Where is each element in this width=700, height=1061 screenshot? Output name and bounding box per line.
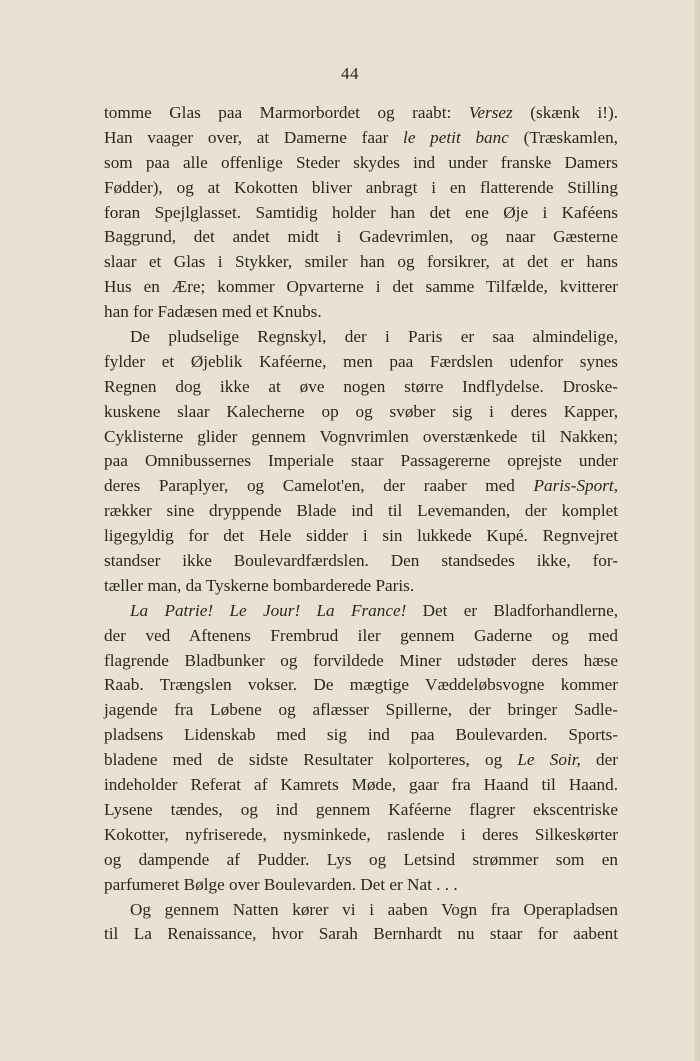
- text-line: han for Fadæsen med et Knubs.: [104, 302, 322, 322]
- text-line: jagende fra Løbene og aflæsser Spillerne, der bringer Sadle-: [104, 700, 618, 720]
- text-line: La Patrie! Le Jour! La France! Det er Bladforhandlerne,: [130, 600, 618, 620]
- text-line: rækker sine dryppende Blade ind til Levemanden, der komplet: [104, 501, 618, 521]
- text-line: foran Spejlglasset. Samtidig holder han det ene Øje i Kaféens: [104, 202, 618, 222]
- text-line: Og gennem Natten kører vi i aaben Vogn fra Operapladsen: [130, 899, 618, 919]
- page-number: 44: [341, 64, 359, 83]
- text-line: Regnen dog ikke at øve nogen større Indflydelse. Droske-: [104, 376, 618, 396]
- text-line: der ved Aftenens Frembrud iler gennem Gaderne og med: [104, 625, 618, 645]
- text-line: Baggrund, det andet midt i Gadevrimlen, og naar Gæsterne: [104, 227, 618, 247]
- text-line: Fødder), og at Kokotten bliver anbragt i en flatterende Stilling: [104, 177, 618, 197]
- text-line: tomme Glas paa Marmorbordet og raabt: Versez (skænk i!).: [104, 103, 618, 122]
- text-line: Hus en Ære; kommer Opvarterne i det samme Tilfælde, kvitterer: [104, 277, 618, 297]
- text-line: fylder et Øjeblik Kaféerne, men paa Færdslen udenfor synes: [104, 351, 618, 371]
- text-line: Han vaager over, at Damerne faar le petit banc (Træskamlen,: [104, 127, 618, 147]
- text-line: Cyklisterne glider gennem Vognvrimlen overstænkede til Nakken;: [104, 426, 618, 446]
- text-line: tæller man, da Tyskerne bombarderede Paris.: [104, 575, 415, 595]
- text-line: slaar et Glas i Stykker, smiler han og forsikrer, at det er hans: [104, 252, 618, 272]
- text-line: standser ikke Boulevardfærdslen. Den standsedes ikke, for-: [104, 551, 618, 571]
- text-line: parfumeret Bølge over Boulevarden. Det er Nat . . .: [104, 874, 458, 894]
- text-line: og dampende af Pudder. Lys og Letsind strømmer som en: [104, 849, 618, 869]
- text-line: til La Renaissance, hvor Sarah Bernhardt nu staar for aabent: [104, 924, 618, 944]
- text-line: ligegyldig for det Hele sidder i sin lukkede Kupé. Regnvejret: [104, 526, 618, 546]
- body-text: [104, 101, 618, 947]
- text-line: paa Omnibussernes Imperiale staar Passagererne oprejste under: [104, 451, 618, 471]
- text-line: indeholder Referat af Kamrets Møde, gaar fra Haand til Haand.: [104, 775, 618, 795]
- text-line: flagrende Bladbunker og forvildede Miner udstøder deres hæse: [104, 650, 618, 670]
- text-line: Lysene tændes, og ind gennem Kaféerne flagrer ekscentriske: [104, 799, 618, 819]
- text-line: som paa alle offenlige Steder skydes ind under franske Damers: [104, 152, 618, 172]
- page-edge: [694, 0, 700, 1061]
- text-line: kuskene slaar Kalecherne op og svøber sig i deres Kapper,: [104, 401, 618, 421]
- text-line: De pludselige Regnskyl, der i Paris er saa almindelige,: [130, 327, 618, 347]
- text-line: bladene med de sidste Resultater kolporteres, og Le Soir, der: [104, 750, 618, 770]
- text-line: Raab. Trængslen vokser. De mægtige Væddeløbsvogne kommer: [104, 675, 618, 695]
- text-line: Kokotter, nyfriserede, nysminkede, raslende i deres Silkeskørter: [104, 824, 618, 844]
- text-line: pladsens Lidenskab med sig ind paa Boulevarden. Sports-: [104, 725, 618, 745]
- text-line: deres Paraplyer, og Camelot'en, der raaber med Paris-Sport,: [104, 476, 618, 496]
